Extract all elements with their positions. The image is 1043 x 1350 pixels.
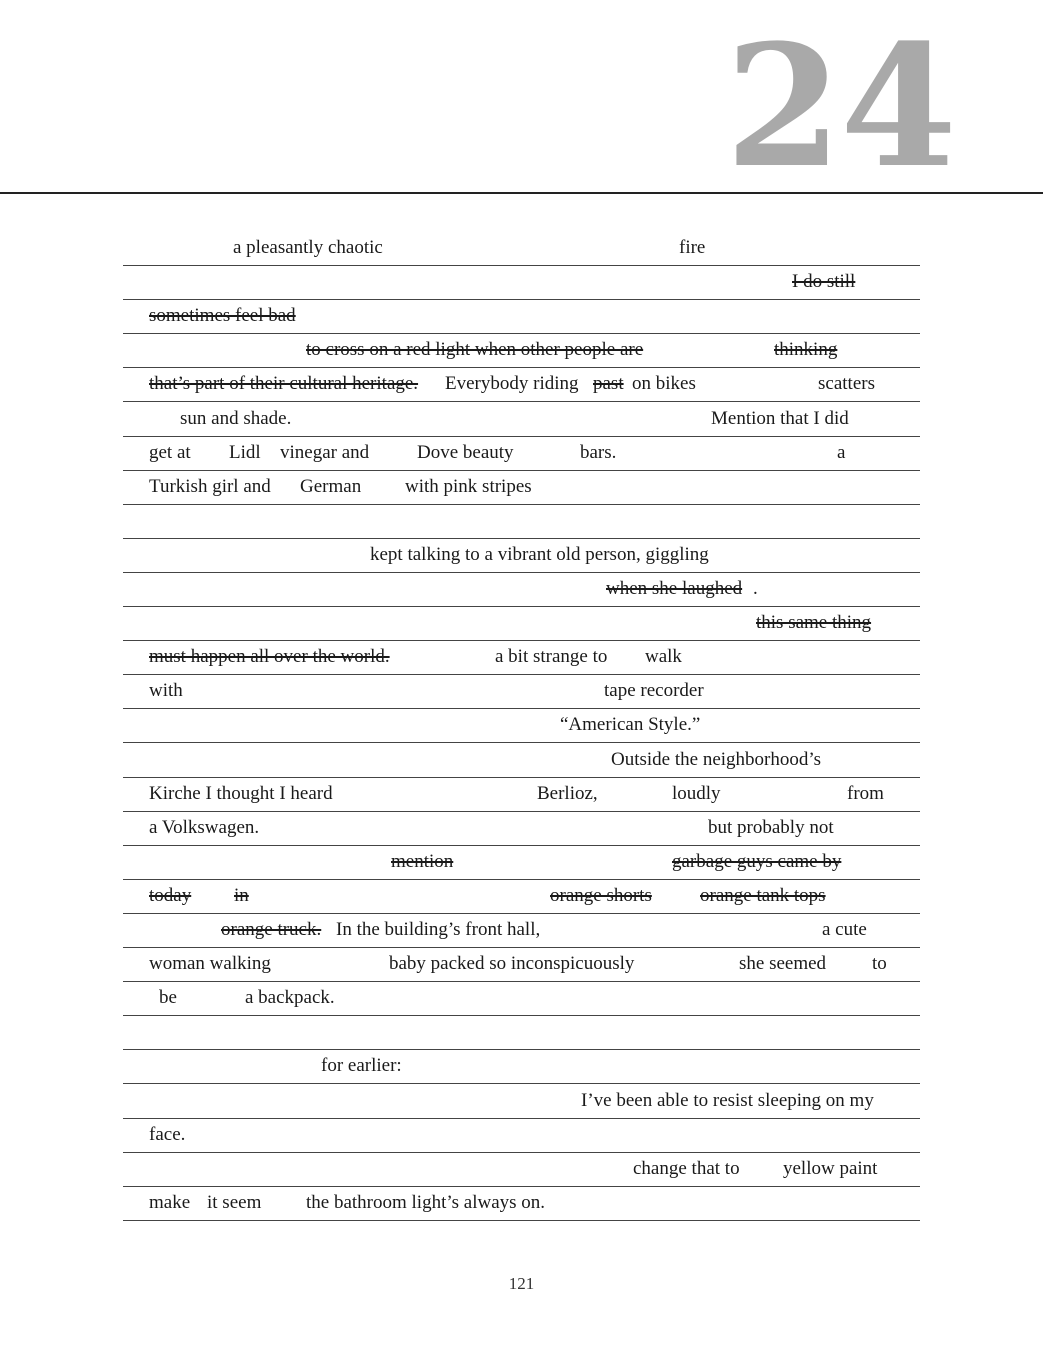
chapter-number: 24 [725, 7, 955, 205]
struck-text: must happen all over the world. [149, 646, 390, 668]
ruled-line [123, 777, 920, 812]
line-text: Lidl [229, 441, 261, 463]
line-text: Everybody riding [445, 373, 579, 395]
line-text: a [837, 441, 846, 463]
line-text: it seem [207, 1191, 262, 1213]
struck-text: orange tank tops [700, 884, 826, 906]
ruled-line [123, 1118, 920, 1153]
ruled-line [123, 845, 920, 880]
ruled-line [123, 743, 920, 778]
ruled-line [123, 299, 920, 334]
ruled-line [123, 1186, 920, 1221]
line-text: to [872, 953, 887, 975]
line-text: be [159, 987, 177, 1009]
struck-text: that’s part of their cultural heritage. [149, 373, 419, 395]
ruled-line [123, 436, 920, 471]
ruled-line [123, 879, 920, 914]
line-text: make [149, 1191, 191, 1213]
line-text: a bit strange to [495, 646, 608, 668]
line-text: a backpack. [245, 987, 335, 1009]
line-text: from [847, 782, 884, 804]
line-text: for earlier: [321, 1055, 402, 1077]
struck-text: garbage guys came by [672, 850, 842, 872]
struck-text: when she laughed [606, 578, 743, 599]
struck-text: past [593, 373, 624, 395]
struck-text: mention [391, 850, 454, 872]
struck-text: this same thing [756, 612, 872, 634]
ruled-line [123, 231, 920, 266]
ruled-line [123, 265, 920, 300]
ruled-line [123, 402, 920, 437]
line-text: Kirche I thought I heard [149, 782, 333, 804]
ruled-line [123, 538, 920, 573]
struck-text: thinking [774, 339, 838, 361]
ruled-line [123, 640, 920, 675]
line-text: In the building’s front hall, [336, 919, 541, 940]
ruled-line [123, 504, 920, 539]
line-text: vinegar and [280, 441, 370, 463]
line-text: yellow paint [783, 1157, 878, 1179]
line-text: with pink stripes [405, 475, 532, 497]
line-text: change that to [633, 1157, 740, 1179]
line-text: Outside the neighborhood’s [611, 748, 822, 770]
line-text: Dove beauty [417, 441, 514, 463]
ruled-line [123, 708, 920, 743]
line-text: fire [679, 237, 706, 258]
ruled-line [123, 367, 920, 402]
ruled-line [123, 947, 920, 982]
line-text: a cute [822, 919, 867, 940]
line-text: I’ve been able to resist sleeping on my [581, 1089, 874, 1111]
line-text: on bikes [632, 373, 696, 395]
line-text: “American Style.” [560, 714, 701, 736]
struck-text: in [234, 884, 249, 906]
struck-text: orange truck. [221, 919, 322, 940]
struck-text: orange shorts [550, 884, 652, 906]
line-text: but probably not [708, 816, 834, 838]
line-text: a Volkswagen. [149, 816, 260, 838]
line-text: German [300, 475, 362, 497]
ruled-line [123, 674, 920, 709]
line-text: Mention that I did [711, 407, 849, 429]
ruled-line [123, 333, 920, 368]
line-text: scatters [818, 373, 875, 395]
line-text: a pleasantly chaotic [233, 237, 383, 258]
line-text: woman walking [149, 953, 271, 975]
struck-text: today [149, 884, 192, 906]
line-text: tape recorder [604, 680, 704, 702]
ruled-line [123, 470, 920, 505]
ruled-line [123, 913, 920, 948]
ruled-line [123, 572, 920, 607]
line-text: Turkish girl and [149, 475, 271, 497]
line-text: walk [645, 646, 682, 668]
ruled-line [123, 1152, 920, 1187]
line-text: with [149, 680, 183, 702]
line-text: kept talking to a vibrant old person, giggling [370, 543, 709, 565]
struck-text: to cross on a red light when other people are [306, 339, 644, 361]
page-number: 121 [508, 1274, 535, 1293]
ruled-line [123, 606, 920, 641]
line-text: . [753, 578, 758, 599]
line-text: get at [149, 441, 191, 463]
struck-text: sometimes feel bad [149, 305, 296, 327]
line-text: Berlioz, [537, 782, 598, 804]
line-text: face. [149, 1123, 186, 1145]
line-text: she seemed [739, 953, 827, 975]
ruled-line [123, 811, 920, 846]
line-text: bars. [580, 441, 617, 463]
ruled-line [123, 1084, 920, 1119]
line-text: sun and shade. [180, 407, 292, 429]
line-text: loudly [672, 782, 721, 804]
line-text: baby packed so inconspicuously [389, 953, 635, 975]
line-text: the bathroom light’s always on. [306, 1191, 546, 1213]
ruled-line [123, 981, 920, 1016]
ruled-line [123, 1049, 920, 1084]
struck-text: I do still [792, 271, 856, 293]
ruled-line [123, 1015, 920, 1050]
